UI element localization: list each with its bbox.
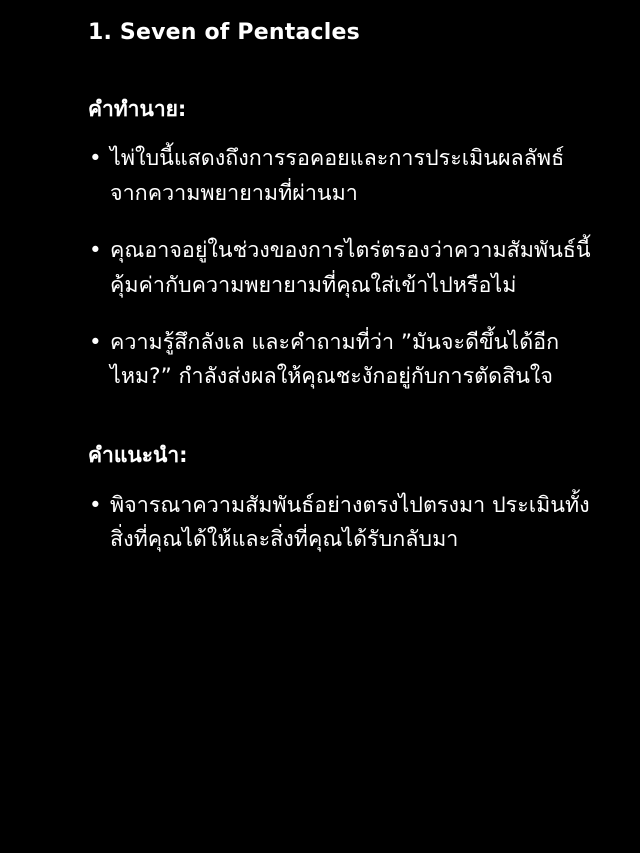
bullet-list-advice bbox=[88, 489, 600, 559]
list-item-text: ไพ่ใบนี้แสดงถึงการรอคอยและการประเมินผลลัพธ์จากความพยายามที่ผ่านมา bbox=[110, 146, 565, 207]
list-item-text: คุณอาจอยู่ในช่วงของการไตร่ตรองว่าความสัมพันธ์นี้คุ้มค่ากับความพยายามที่คุณใส่เข้าไปหรือไม่ bbox=[110, 237, 591, 298]
list-item bbox=[88, 326, 600, 396]
list-item bbox=[88, 234, 600, 304]
page-title: 1. Seven of Pentacles bbox=[88, 20, 360, 45]
list-item bbox=[88, 142, 600, 212]
bullet-marker-icon: • bbox=[89, 329, 102, 355]
list-item bbox=[88, 489, 600, 559]
section-heading-advice: คำแนะนำ: bbox=[88, 443, 188, 468]
bullet-list-prediction bbox=[88, 142, 600, 395]
bullet-marker-icon: • bbox=[89, 237, 102, 263]
list-item-text: พิจารณาความสัมพันธ์อย่างตรงไปตรงมา ประเมินทั้งสิ่งที่คุณได้ให้และสิ่งที่คุณได้รับกลับมา bbox=[110, 492, 590, 553]
bullet-marker-icon: • bbox=[89, 492, 102, 518]
section-heading-prediction: คำทำนาย: bbox=[88, 96, 187, 121]
bullet-marker-icon: • bbox=[89, 146, 102, 172]
list-item-text: ความรู้สึกลังเล และคำถามที่ว่า ”มันจะดีขึ้นได้อีกไหม?” กำลังส่งผลให้คุณชะงักอยู่กับการตัดสินใจ bbox=[110, 329, 560, 390]
